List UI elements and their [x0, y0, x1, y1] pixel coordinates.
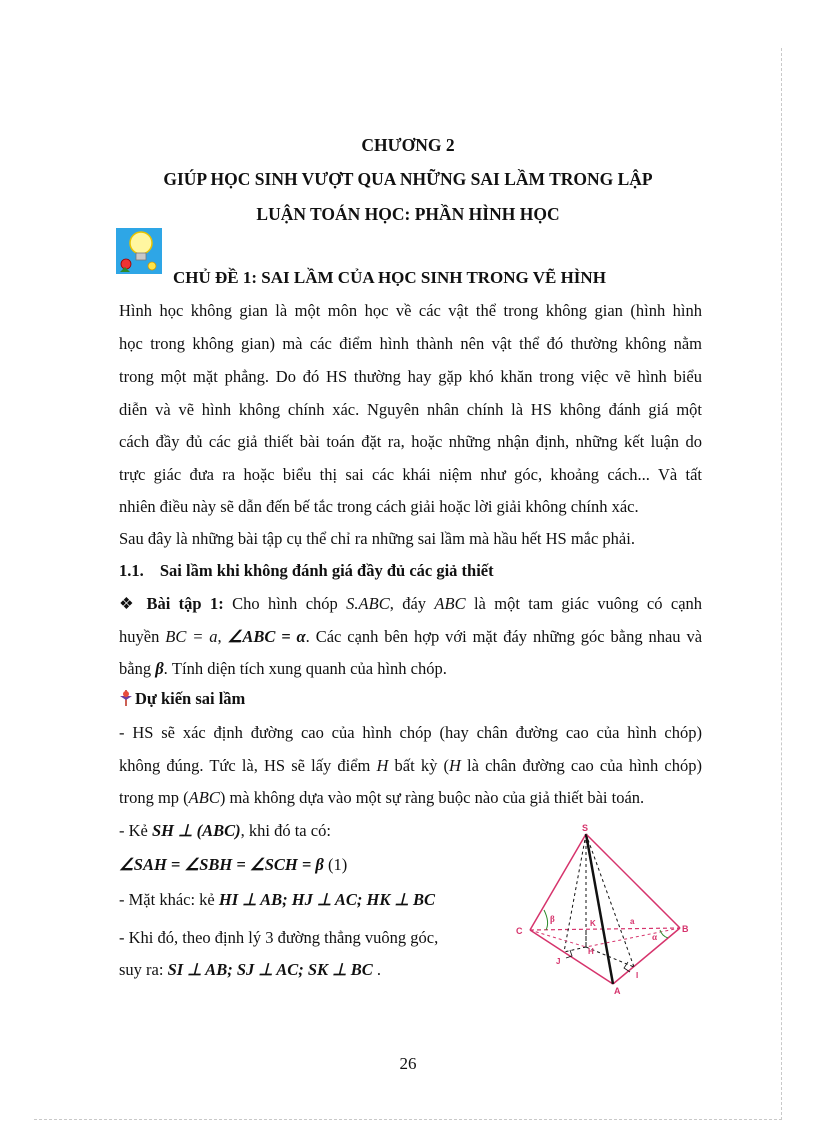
chapter-title-line2: LUẬN TOÁN HỌC: PHẦN HÌNH HỌC [256, 204, 560, 224]
exercise-text: , [217, 627, 228, 646]
mistake-text: không đúng. Tức là, HS sẽ lấy điểm [119, 756, 377, 775]
mistake-line-2 [119, 756, 702, 776]
exercise-text: Cho hình chóp [232, 594, 347, 613]
hypotenuse-formula: BC = a [165, 627, 218, 646]
intro-line-4: diễn và vẽ hình không chính xác. Nguyên nhân chính là HS không đánh giá một [119, 400, 702, 419]
label-j: J [556, 957, 561, 966]
label-k: K [590, 919, 596, 928]
mistake-line-3 [119, 788, 644, 808]
mistake-heading: Dự kiến sai lầm [135, 689, 246, 708]
mistake-text: là chân đường cao của hình chóp) [460, 756, 702, 775]
lightbulb-icon [116, 228, 162, 274]
intro-line-2: học trong không gian) mà các điểm hình thành nên vật thể đó thường không nằm [119, 334, 702, 353]
step-text: - Kẻ [119, 821, 152, 840]
intro-line-6: trực giác đưa ra hoặc biểu thị sai các khái niệm như góc, khoảng cách... Và tất [119, 465, 702, 484]
exercise-label: Bài tập 1: [146, 594, 224, 613]
construct-sh [119, 821, 331, 841]
mistake-text: trong mp ( [119, 788, 189, 807]
section-heading [119, 561, 494, 581]
angle-equality-formula: ∠SAH = ∠SBH = ∠SCH = β [119, 855, 324, 874]
conclusion [119, 960, 381, 980]
exercise-text: là một tam giác vuông có cạnh [465, 594, 703, 613]
exercise-line-1 [119, 594, 702, 614]
pin-icon [119, 690, 133, 706]
label-a: A [614, 986, 621, 994]
base-name: ABC [434, 594, 466, 613]
plane-name: ABC [188, 788, 220, 807]
perpendiculars-formula: HI ⊥ AB; HJ ⊥ AC; HK ⊥ BC [218, 890, 435, 909]
mistake-text: bất kỳ ( [388, 756, 449, 775]
chapter-title-line1: GIÚP HỌC SINH VƯỢT QUA NHỮNG SAI LẦM TRONG LẬP [163, 169, 653, 189]
step-text: - Mặt khác: kẻ [119, 890, 219, 909]
point-h: H [376, 756, 389, 775]
label-h: H [588, 947, 594, 956]
equation-number: (1) [323, 855, 348, 874]
exercise-text: . Tính diện tích xung quanh của hình chóp. [163, 659, 447, 678]
three-perpendiculars-theorem: - Khi đó, theo định lý 3 đường thẳng vuông góc, [119, 928, 439, 947]
section-title: Sai lầm khi không đánh giá đầy đủ các giả thiết [159, 561, 494, 580]
topic-title: CHỦ ĐỀ 1: SAI LẦM CỦA HỌC SINH TRONG VẼ HÌNH [173, 268, 606, 287]
sh-perp-formula: SH ⊥ (ABC) [151, 821, 241, 840]
label-b: B [682, 924, 689, 934]
beta-symbol: β [155, 659, 164, 678]
mistake-text: ) mà không dựa vào một sự ràng buộc nào của giả thiết bài toán. [219, 788, 645, 807]
step-text: , khi đó ta có: [240, 821, 331, 840]
label-i: I [636, 971, 639, 980]
label-side-a: a [630, 917, 635, 926]
intro-line-7: nhiên điều này sẽ dẫn đến bế tắc trong cách giải hoặc lời giải không chính xác. [119, 497, 639, 516]
point-h: H [448, 756, 461, 775]
step-text: . [372, 960, 381, 979]
angle-formula: ∠ABC = α [227, 627, 306, 646]
construct-perpendiculars [119, 890, 435, 910]
intro-line-1: Hình học không gian là một môn học về các vật thể trong không gian (hình hình [119, 301, 702, 320]
label-beta: β [550, 914, 555, 924]
conclusion-formula: SI ⊥ AB; SJ ⊥ AC; SK ⊥ BC [167, 960, 373, 979]
intro-line-5: cách đầy đủ các giả thiết bài toán đặt ra, hoặc những nhận định, những kết luận do [119, 432, 702, 451]
equation-1 [119, 855, 347, 875]
chapter-number: CHƯƠNG 2 [361, 135, 455, 155]
pyramid-name: S.ABC [346, 594, 390, 613]
mistake-line-1: - HS sẽ xác định đường cao của hình chóp (hay chân đường cao của hình chóp) [119, 723, 702, 742]
exercise-bullet: ❖ [119, 594, 139, 613]
step-text: suy ra: [119, 960, 168, 979]
exercise-line-2 [119, 627, 702, 647]
exercise-text: , đáy [389, 594, 435, 613]
exercise-text: huyền [119, 627, 166, 646]
intro-line-8: Sau đây là những bài tập cụ thể chỉ ra những sai lầm mà hầu hết HS mắc phải. [119, 529, 635, 548]
exercise-line-3 [119, 659, 447, 679]
label-alpha: α [652, 932, 658, 942]
exercise-text: bằng [119, 659, 156, 678]
label-c: C [516, 926, 523, 936]
label-s: S [582, 823, 589, 833]
section-number: 1.1. [119, 561, 144, 580]
pyramid-figure [510, 822, 710, 994]
exercise-text: . Các cạnh bên hợp với mặt đáy những góc bằng nhau và [305, 627, 703, 646]
intro-line-3: trong một mặt phẳng. Do đó HS thường hay gặp khó khăn trong việc vẽ hình biểu [119, 367, 702, 386]
page-number: 26 [399, 1054, 417, 1073]
